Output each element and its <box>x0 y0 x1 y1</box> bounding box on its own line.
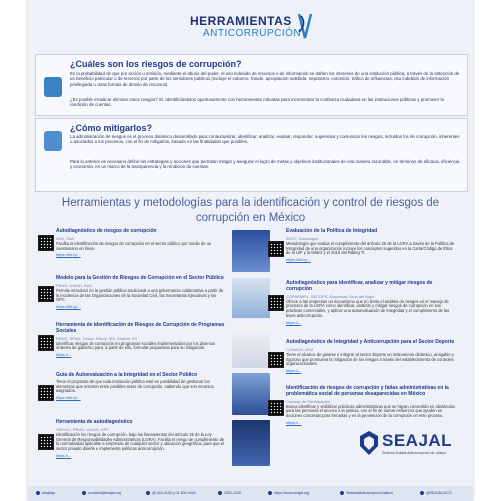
poster <box>28 0 473 501</box>
item-description: Ofrece a las empresas un mecanismo que no limita el análisis de riesgos en el manejo de procesos de la LGRA como identificar, analizar y mitigar riesgos de corrupción en sus prácticas comerciales, y aplicar una autoevaluación de integridad y el cumplimiento de las leyes anticorrupción. <box>286 298 450 318</box>
item-title: Autodiagnóstico para identificar, analizar y mitigar riesgos de corrupción <box>286 280 433 292</box>
item-institution: IMCO, Sociólogos <box>286 235 319 241</box>
item-institution: COPARMEX, SECOFE, Empresas Zona del Bajío <box>286 293 375 299</box>
section2-paragraph: La administración de riesgos es el proceso dinámico desarrollado para contextualizar, identificar, analizar, evaluar, responder, supervisar y comunicar los riesgos, incluidos los de corrupción, inherentes o asociados a los procesos, con el fin de mitigarlos, basado en las finalidades que posibles. <box>70 134 460 145</box>
item-title: Guía de Autoevaluación a la Integridad en el Sector Público <box>56 372 198 378</box>
footer-text: https://www.seajal.org <box>274 491 309 495</box>
question-icon <box>44 77 62 97</box>
instagram-icon <box>420 491 424 495</box>
tool-item <box>56 276 226 309</box>
tool-item <box>286 229 456 262</box>
tool-item <box>56 229 226 257</box>
qr-code-icon <box>268 400 284 416</box>
section1-paragraph-2: ¿Es posible erradicar eliminar estos riesgos? Sí. Identificándolos oportunamente con herramientas robustas para incrementar la confianza ciudadana en las instituciones públicas y promover la rendición de cuentas. <box>70 97 444 108</box>
qr-code-icon <box>38 235 54 251</box>
publication-cover-image <box>232 324 270 368</box>
seajal-emblem-icon <box>358 430 380 456</box>
footer-fax[interactable] <box>218 491 241 495</box>
item-link[interactable]: https://... <box>56 352 72 358</box>
publication-cover-image <box>232 420 270 466</box>
publication-cover-image <box>232 278 270 318</box>
item-link[interactable]: https://... <box>286 419 302 425</box>
qr-code-icon <box>38 335 54 351</box>
seajal-subtitle: Sistema Estatal Anticorrupción de Jalisco <box>382 451 447 455</box>
section2-title: ¿Cómo mitigarlos? <box>70 123 153 133</box>
facebook-icon <box>340 491 344 495</box>
item-title: Herramienta de autodiagnóstico <box>56 419 133 425</box>
tool-item <box>56 323 226 357</box>
item-description: Permite introducir en la gestión pública tradicional a una gobernanza colaborativa a partir de la incidencia de las Organizaciones de la Sociedad Civil, las Secretarías Ejecutivas y los OPC. <box>56 287 224 303</box>
item-title: Autodiagnóstico de riesgos de corrupción <box>56 228 157 234</box>
item-institution: PNUD, SFNA, Gesoc, Ethos, IEE, Amend, IIS <box>56 335 137 341</box>
footer-text: seajalsp <box>42 491 56 495</box>
footer-twitter[interactable] <box>36 491 55 495</box>
section1-paragraph: Es la probabilidad de que por acción u omisión, mediante el abuso del poder, el uso indebido de recursos o de información se dañen los intereses de una institución pública, a través de la obtención de un beneficio particular o de terceros por parte de los servidores públicos (incluye el soborno, fraude, apropiación indebida, nepotismo, extorsión, tráfico de influencias, uso indebido de información privilegiada u otras formas de desvío de recursos). <box>70 71 460 87</box>
seajal-name: SEAJAL <box>382 431 453 450</box>
logo-subtitle: ANTICORRUPCIÓN <box>203 28 302 39</box>
footer-text: @SEAJALISCO <box>426 491 452 495</box>
footer-email[interactable] <box>82 491 121 495</box>
qr-code-icon <box>38 434 54 450</box>
item-description: Identificación los riesgos de corrupción, bajo los lineamientos del artículo 25 de la Ley General de Responsabilidades Administrativas (LGRA). Facilita el riesgo de cumplimiento de la normatividad aplicable a empresas de cualquier sector y ubicación geográfica, para que el sector privado diseñe e implemente políticas anticorrupción. <box>56 431 225 452</box>
item-title: Identificación de riesgos de corrupción y faltas administrativas en la problemática social de personas desaparecidas en México <box>286 385 449 397</box>
logo-title: HERRAMIENTAS <box>190 14 292 28</box>
item-description: Metodología que evalúa el cumplimiento del artículo 25 de la LGRA a través de la Política de Integridad de una organización incluye los conceptos sugeridos en la Carta/Código de Ética de la UIF y la Matriz y el 2010 del Rating TI. <box>286 240 455 256</box>
item-title: Modelo para la Gestión de Riesgos de Corrupción en el Sector Público <box>56 275 224 281</box>
item-link[interactable]: https://... <box>56 452 72 458</box>
globe-icon <box>268 491 272 495</box>
item-title: Herramienta de Identificación de Riesgos de Corrupción de Programas Sociales <box>56 322 225 334</box>
item-description: Facilita la identificación de riesgos de corrupción en el sector público por medio de un cuestionario en línea. <box>56 240 212 251</box>
main-title: Herramientas y metodologías para la identificación y control de riesgos de corrupción en México <box>61 197 440 224</box>
checklist-icon <box>44 131 62 151</box>
footer-text: contacto@seajal.org <box>88 491 121 495</box>
tool-item <box>56 420 226 458</box>
email-icon <box>82 491 86 495</box>
footer-instagram[interactable] <box>420 491 452 495</box>
footer-text: SistemaAnticorrupciónJalisco <box>346 491 393 495</box>
tool-item <box>286 281 456 325</box>
item-description: Tiene el propósito de que toda institución pública esté en posibilidad de gestionar los elementos que orienten entre posibles actos de corrupción, sabiendo que son recursos asignados. <box>56 378 214 394</box>
section2-paragraph-2: Para lo anterior es necesario definir las estrategias y acciones que permitan mitigar y asegurar el logro de metas y objetivos institucionales de una manera razonable, en términos de eficacia, eficiencia y economía, en un marco de la transparencia y la rendición de cuentas. <box>70 159 460 170</box>
qr-code-icon <box>38 286 54 302</box>
item-link[interactable]: https://... <box>286 368 302 374</box>
item-description: Busca identificar y visibilizar prácticas administrativas que se hayan convertido en obstáculos para las personas el acceso a la justicia, con el fin de sumar esfuerzos que ayuden en acciones concretas para frenarlas y en la prevención de la corrupción en este proceso. <box>286 403 456 419</box>
item-description: Tiene el alcance de guiarse e integrar al sector deporte un instrumento dinámico, amigable y riguroso que promueva la mitigación de los riesgos a través del establecimiento de controles organizacionales. <box>286 351 454 367</box>
tool-item <box>286 386 456 425</box>
section1-title: ¿Cuáles son los riesgos de corrupción? <box>70 59 242 69</box>
item-link[interactable]: https://bit.ly/... <box>56 252 81 258</box>
item-institution: Consejo de Participación <box>286 398 331 404</box>
logo-mark-icon <box>295 12 315 40</box>
item-link[interactable]: https://bit.ly/... <box>286 257 311 263</box>
qr-code-icon <box>268 241 284 257</box>
item-institution: CONADE, ATM <box>286 346 314 352</box>
item-link[interactable]: https://bit.ly/... <box>56 395 81 401</box>
footer-facebook[interactable] <box>340 491 393 495</box>
item-link[interactable]: https://... <box>286 319 302 325</box>
section-how-mitigate <box>35 118 468 192</box>
qr-code-icon <box>268 352 284 368</box>
item-link[interactable]: https://bit.ly/... <box>56 304 81 310</box>
item-institution: SNOGC, PNUD, USAID, SFP <box>56 426 109 432</box>
item-title: Evaluación de la Política de Integridad <box>286 228 378 234</box>
item-institution: INAI, SNA <box>56 235 75 241</box>
tool-item <box>56 373 226 400</box>
section-what-are-risks <box>35 54 468 116</box>
qr-code-icon <box>268 295 284 311</box>
footer-text: 3331-1100 <box>224 491 241 495</box>
fax-icon <box>218 491 222 495</box>
footer-text: @ 444-4100 y 01 800 4444 <box>152 491 196 495</box>
publication-cover-image <box>232 230 270 272</box>
footer <box>28 486 473 501</box>
tool-item <box>286 340 456 373</box>
publication-cover-image <box>232 373 270 415</box>
footer-phone[interactable] <box>146 491 196 495</box>
header <box>28 0 473 52</box>
item-title: Autodiagnóstico de Integridad y Anticorrupción para el Sector Deporte <box>286 339 455 345</box>
footer-website[interactable] <box>268 491 309 495</box>
qr-code-icon <box>38 385 54 401</box>
item-institution: PNUD, USAID, INAI <box>56 282 92 288</box>
phone-icon <box>146 491 150 495</box>
item-description: Identificar riesgos de corrupción en programas sociales implementados por los diversos órdenes de gobierno para, a partir de ello, formular propuestas para su mitigación. <box>56 340 216 351</box>
twitter-icon <box>36 491 40 495</box>
